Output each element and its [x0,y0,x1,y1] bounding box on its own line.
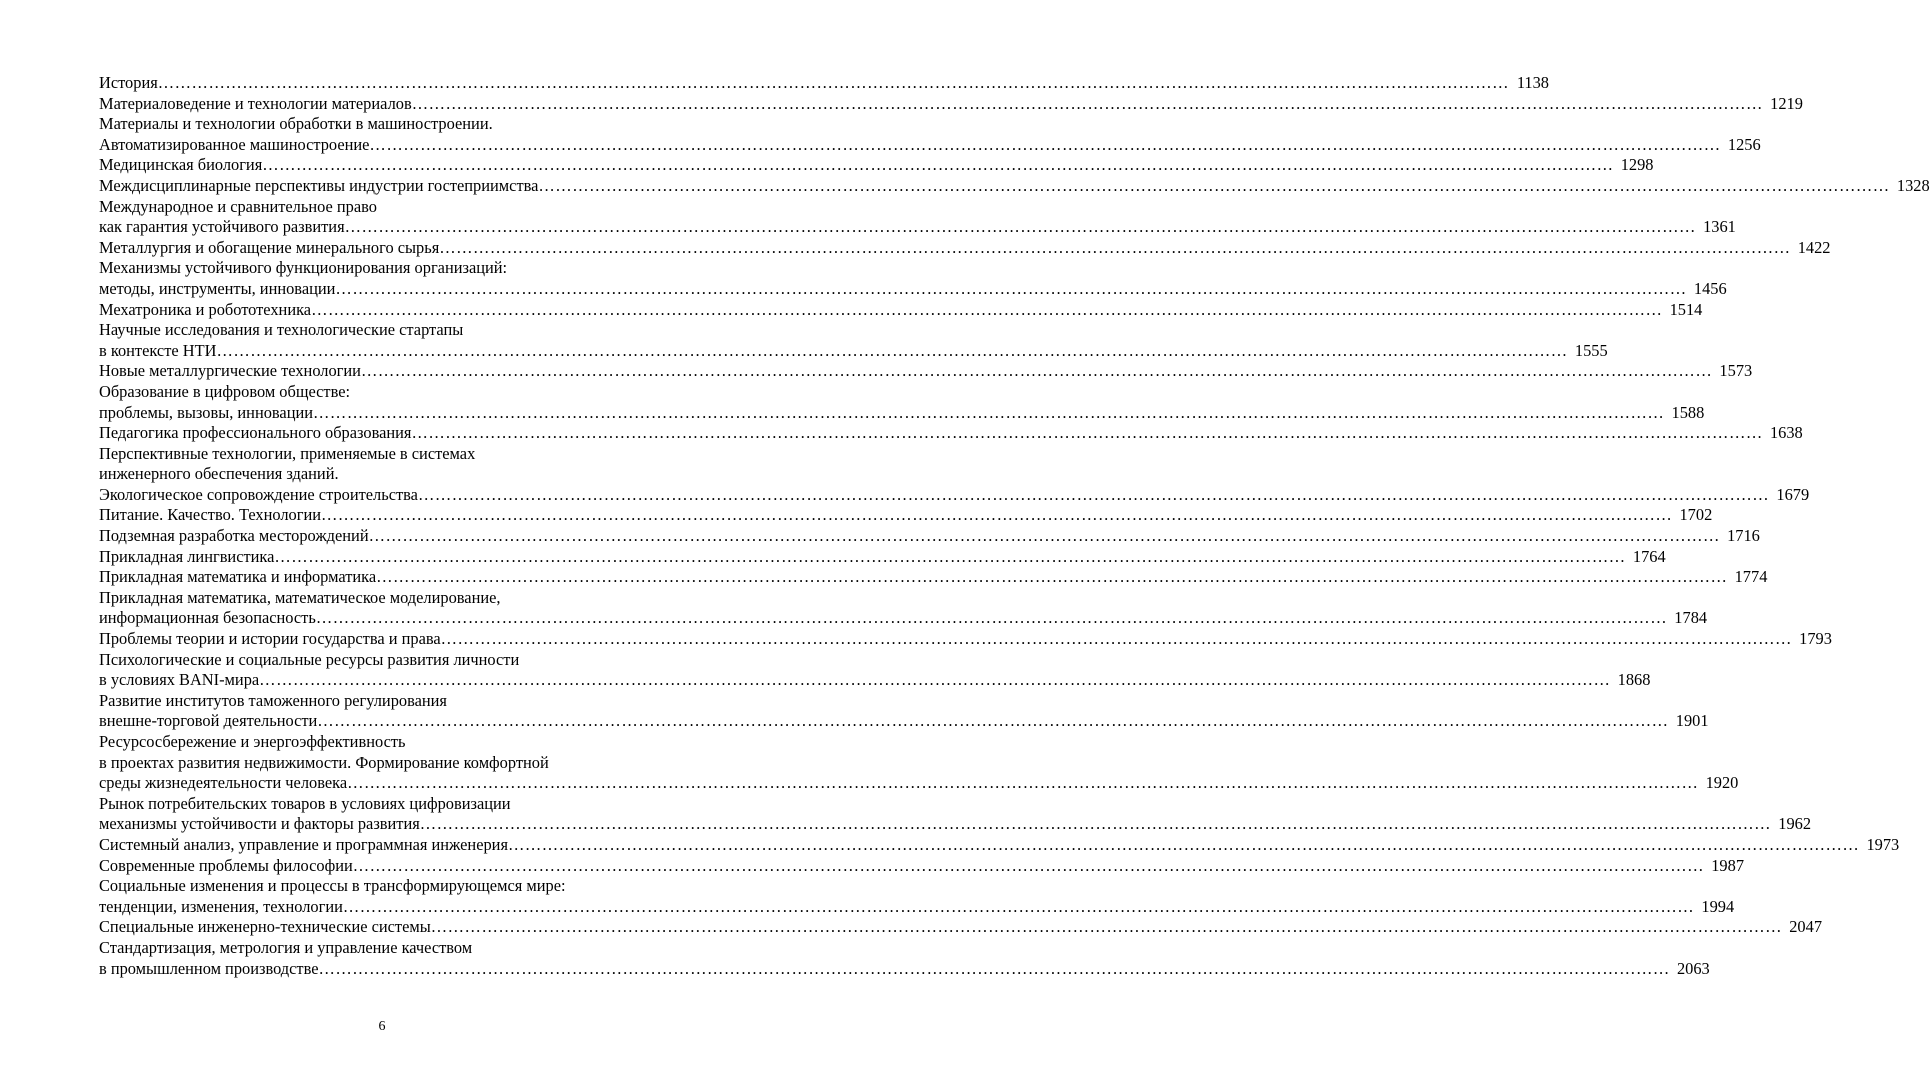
toc-leader-dots: …………………………………………………………………………………………………………………………………………………………………………………………………………………… [376,567,1728,587]
toc-entry-leader-line [99,299,1703,321]
toc-leader-dots: …………………………………………………………………………………………………………………………………………………………………………………………………………………… [321,505,1673,525]
toc-entry-page: 2063 [1676,958,1710,978]
toc-entry-title-line [99,114,665,135]
toc-entry-title: тенденции, изменения, технологии [99,896,343,916]
toc-entry [99,793,1812,835]
toc-entry-page: 1138 [1516,73,1550,92]
toc-entry-title-text: в проектах развития недвижимости. Формирование комфортной [99,752,549,772]
toc-entry-leader-line [99,855,1745,877]
toc-entry-title: Прикладная математика и информатика [99,567,377,587]
toc-leader-dots: …………………………………………………………………………………………………………………………………………………………………………………………………………………… [508,834,1860,854]
toc-entry [99,567,1768,588]
toc-entry-leader-line [99,73,1550,94]
toc-entry-title-text: Психологические и социальные ресурсы развития личности [99,649,520,669]
toc-entry [99,526,1760,547]
toc-entry-title-line [99,794,665,815]
toc-entry [99,690,1709,732]
toc-entry-page: 1764 [1632,546,1666,566]
toc-entry-title-text: Международное и сравнительное право [99,196,377,216]
toc-entry [99,299,1703,321]
toc-entry-leader-line [99,711,1709,732]
toc-entry [99,73,1550,94]
toc-leader-dots: …………………………………………………………………………………………………………………………………………………………………………………………………………………… [411,93,1763,113]
toc-entry-title: Подземная разработка месторождений [99,526,369,546]
toc-entry-title: проблемы, вызовы, инновации [99,402,314,422]
toc-entry-title: как гарантия устойчивого развития [99,217,345,237]
toc-entry-title: внешне-торговой деятельности [99,711,318,731]
toc-entry [99,876,1735,917]
toc-entry-leader-line [99,629,1832,650]
toc-entry [99,237,1831,259]
toc-entry-title-line [99,732,665,753]
toc-entry [99,917,1823,938]
toc-entry [99,258,1727,299]
toc-entry-leader-line [99,237,1831,259]
toc-entry [99,505,1713,526]
toc-entry-page: 1256 [1727,134,1761,154]
toc-entry [99,381,1705,423]
toc-entry-title-line [99,444,665,465]
toc-entry-leader-line [99,340,1608,362]
toc-entry [99,587,1708,629]
toc-entry [99,834,1900,856]
toc-leader-dots: …………………………………………………………………………………………………………………………………………………………………………………………………………………… [344,217,1696,237]
toc-leader-dots: …………………………………………………………………………………………………………………………………………………………………………………………………………………… [419,814,1772,834]
toc-leader-dots: …………………………………………………………………………………………………………………………………………………………………………………………………………………… [157,73,1510,92]
toc-entry-title: Системный анализ, управление и программная инженерия [99,834,508,854]
toc-entry-title-line [99,650,665,671]
toc-entry-title-text: Прикладная математика, математическое моделирование, [99,587,501,607]
toc-entry-page: 1219 [1770,93,1803,113]
toc-leader-dots: …………………………………………………………………………………………………………………………………………………………………………………………………………………… [440,629,1792,649]
toc-entry-page: 2047 [1789,917,1823,937]
toc-entry-title-line [99,320,665,341]
toc-entry-title-text: Научные исследования и технологические стартапы [99,320,464,340]
toc-entry [99,175,1930,197]
toc-leader-dots: …………………………………………………………………………………………………………………………………………………………………………………………………………………… [216,340,1568,360]
toc-entry-title: Экологическое сопровождение строительства [99,484,418,504]
toc-entry-leader-line [99,155,1654,176]
toc-leader-dots: …………………………………………………………………………………………………………………………………………………………………………………………………………………… [347,773,1699,793]
toc-entry-title-text: Материалы и технологии обработки в машиностроении. [99,114,493,134]
toc-entry-leader-line [99,217,1736,238]
toc-leader-dots: …………………………………………………………………………………………………………………………………………………………………………………………………………………… [262,155,1614,175]
toc-entry [99,546,1666,568]
toc-entry-title: История [99,73,158,92]
toc-entry-leader-line [99,505,1713,526]
toc-leader-dots: …………………………………………………………………………………………………………………………………………………………………………………………………………………… [417,484,1770,504]
toc-entry-leader-line [99,402,1705,424]
toc-entry-title: Проблемы теории и истории государства и права [99,629,441,649]
toc-entry-title-line [99,691,665,712]
toc-entry-title: информационная безопасность [99,608,316,628]
toc-entry-page: 1920 [1705,773,1739,793]
toc-entry-title-text: Перспективные технологии, применяемые в системах [99,443,476,463]
toc-entry-page: 1987 [1711,855,1745,875]
toc-entry-title-text: Образование в цифровом обществе: [99,381,351,401]
toc-entry-leader-line [99,361,1753,382]
toc-entry-leader-line [99,93,1803,115]
toc-entry-title: среды жизнедеятельности человека [99,773,348,793]
toc-entry-title-text: Развитие институтов таможенного регулирования [99,690,447,710]
toc-leader-dots: …………………………………………………………………………………………………………………………………………………………………………………………………………………… [439,237,1791,257]
toc-entry-leader-line [99,670,1651,691]
toc-entry-leader-line [99,773,1739,794]
toc-entry-page: 1973 [1866,834,1900,854]
toc-entry-page: 1422 [1797,237,1831,257]
toc-entry [99,320,1608,361]
toc-leader-dots: …………………………………………………………………………………………………………………………………………………………………………………………………………………… [368,526,1720,546]
toc-entry-title-text: Механизмы устойчивого функционирования организаций: [99,258,508,278]
toc-entry [99,443,1810,506]
toc-entry-page: 1573 [1719,361,1753,381]
toc-entry [99,114,1761,155]
toc-entry [99,196,1736,238]
toc-entry-leader-line [99,526,1760,547]
toc-entry-title: Междисциплинарные перспективы индустрии гостеприимства [99,175,539,195]
toc-entry-leader-line [99,134,1761,156]
toc-entry-page: 1361 [1703,217,1736,237]
toc-entry-title: в контексте НТИ [99,340,217,360]
toc-entry [99,855,1745,877]
toc-leader-dots: …………………………………………………………………………………………………………………………………………………………………………………………………………………… [369,134,1721,154]
toc-leader-dots: …………………………………………………………………………………………………………………………………………………………………………………………………………………… [259,670,1611,690]
toc-entry [99,732,1739,794]
toc-leader-dots: …………………………………………………………………………………………………………………………………………………………………………………………………………………… [430,917,1783,937]
toc-leader-dots: …………………………………………………………………………………………………………………………………………………………………………………………………………………… [313,402,1665,422]
toc-entry [99,423,1803,444]
toc-entry-title: Прикладная лингвистика [99,546,275,566]
toc-entry-title: Автоматизированное машиностроение [99,134,370,154]
toc-entry-title: методы, инструменты, инновации [99,278,336,298]
toc-entry-title: Материаловедение и технологии материалов [99,93,412,113]
toc-entry-page: 1716 [1727,526,1760,546]
toc-entry-title-line [99,753,665,774]
toc-leader-dots: …………………………………………………………………………………………………………………………………………………………………………………………………………………… [342,896,1695,916]
toc-entry-leader-line [99,896,1735,918]
toc-entry-page: 1555 [1574,340,1608,360]
toc-entry-page: 1679 [1776,484,1810,504]
toc-entry-page: 1774 [1734,567,1768,587]
toc-entry-page: 1588 [1671,402,1705,422]
toc-entry-title: Металлургия и обогащение минерального сырья [99,237,440,257]
toc-entry-title-text: Стандартизация, метрология и управление качеством [99,937,473,957]
toc-leader-dots: …………………………………………………………………………………………………………………………………………………………………………………………………………………… [317,711,1669,731]
toc-entry-leader-line [99,917,1823,938]
toc-entry-title-text: инженерного обеспечения зданий. [99,464,339,484]
toc-entry-title: в условиях BANI-мира [99,670,260,690]
table-of-contents [99,73,1930,979]
toc-entry [99,155,1654,176]
toc-entry-leader-line [99,608,1708,629]
toc-entry-page: 1328 [1896,175,1930,195]
toc-entry-page: 1638 [1769,423,1803,443]
toc-entry-title: Мехатроника и робототехника [99,299,312,319]
toc-leader-dots: …………………………………………………………………………………………………………………………………………………………………………………………………………………… [311,299,1663,319]
toc-entry-leader-line [99,567,1768,588]
toc-entry-title: Новые металлургические технологии [99,361,361,381]
toc-entry-title-line [99,876,665,897]
toc-leader-dots: …………………………………………………………………………………………………………………………………………………………………………………………………………………… [538,175,1890,195]
toc-entry-title: Специальные инженерно-технические системы [99,917,431,937]
toc-leader-dots: …………………………………………………………………………………………………………………………………………………………………………………………………………………… [315,608,1668,628]
toc-entry-leader-line [99,175,1930,197]
toc-entry-title-line [99,258,665,279]
toc-entry-page: 1784 [1674,608,1708,628]
toc-entry-leader-line [99,278,1727,300]
toc-entry-title-line [99,197,665,218]
toc-entry-page: 1456 [1693,278,1727,298]
toc-entry-title: Медицинская биология [99,155,263,175]
toc-entry-page: 1514 [1669,299,1703,319]
toc-leader-dots: …………………………………………………………………………………………………………………………………………………………………………………………………………………… [274,546,1626,566]
toc-entry-leader-line [99,423,1803,444]
toc-entry [99,629,1832,650]
toc-leader-dots: …………………………………………………………………………………………………………………………………………………………………………………………………………………… [318,958,1670,978]
toc-entry-page: 1298 [1620,155,1654,175]
toc-entry [99,93,1803,115]
toc-leader-dots: …………………………………………………………………………………………………………………………………………………………………………………………………………………… [360,361,1713,381]
toc-entry-page: 1868 [1617,670,1651,690]
toc-leader-dots: …………………………………………………………………………………………………………………………………………………………………………………………………………………… [335,278,1687,298]
toc-leader-dots: …………………………………………………………………………………………………………………………………………………………………………………………………………………… [352,855,1705,875]
toc-entry-leader-line [99,484,1810,506]
toc-entry-page: 1994 [1701,896,1735,916]
toc-entry-leader-line [99,834,1900,856]
toc-entry-page: 1962 [1778,814,1812,834]
toc-entry-page: 1901 [1675,711,1709,731]
toc-entry [99,649,1651,691]
toc-entry-title-line [99,382,665,403]
toc-entry-page: 1702 [1679,505,1713,525]
toc-entry-page: 1793 [1799,629,1832,649]
toc-entry [99,937,1710,979]
toc-entry-title-line [99,588,665,609]
toc-entry-title-text: Ресурсосбережение и энергоэффективность [99,732,406,751]
toc-entry-leader-line [99,546,1666,568]
toc-entry-title-line [99,938,665,959]
toc-leader-dots: …………………………………………………………………………………………………………………………………………………………………………………………………………………… [411,423,1763,443]
toc-entry-title-text: Социальные изменения и процессы в трансформирующемся мире: [99,876,566,896]
toc-entry-title: Питание. Качество. Технологии [99,505,322,525]
page-number: 6 [378,1019,386,1034]
toc-entry-title-text: Рынок потребительских товаров в условиях цифровизации [99,793,511,813]
toc-entry-title: Современные проблемы философии [99,855,353,875]
toc-entry-leader-line [99,814,1812,835]
toc-entry [99,361,1753,382]
toc-entry-leader-line [99,958,1710,980]
toc-entry-title: в промышленном производстве [99,958,319,978]
toc-entry-title: механизмы устойчивости и факторы развития [99,814,420,834]
toc-entry-title: Педагогика профессионального образования [99,423,412,443]
toc-entry-title-line [99,464,665,485]
